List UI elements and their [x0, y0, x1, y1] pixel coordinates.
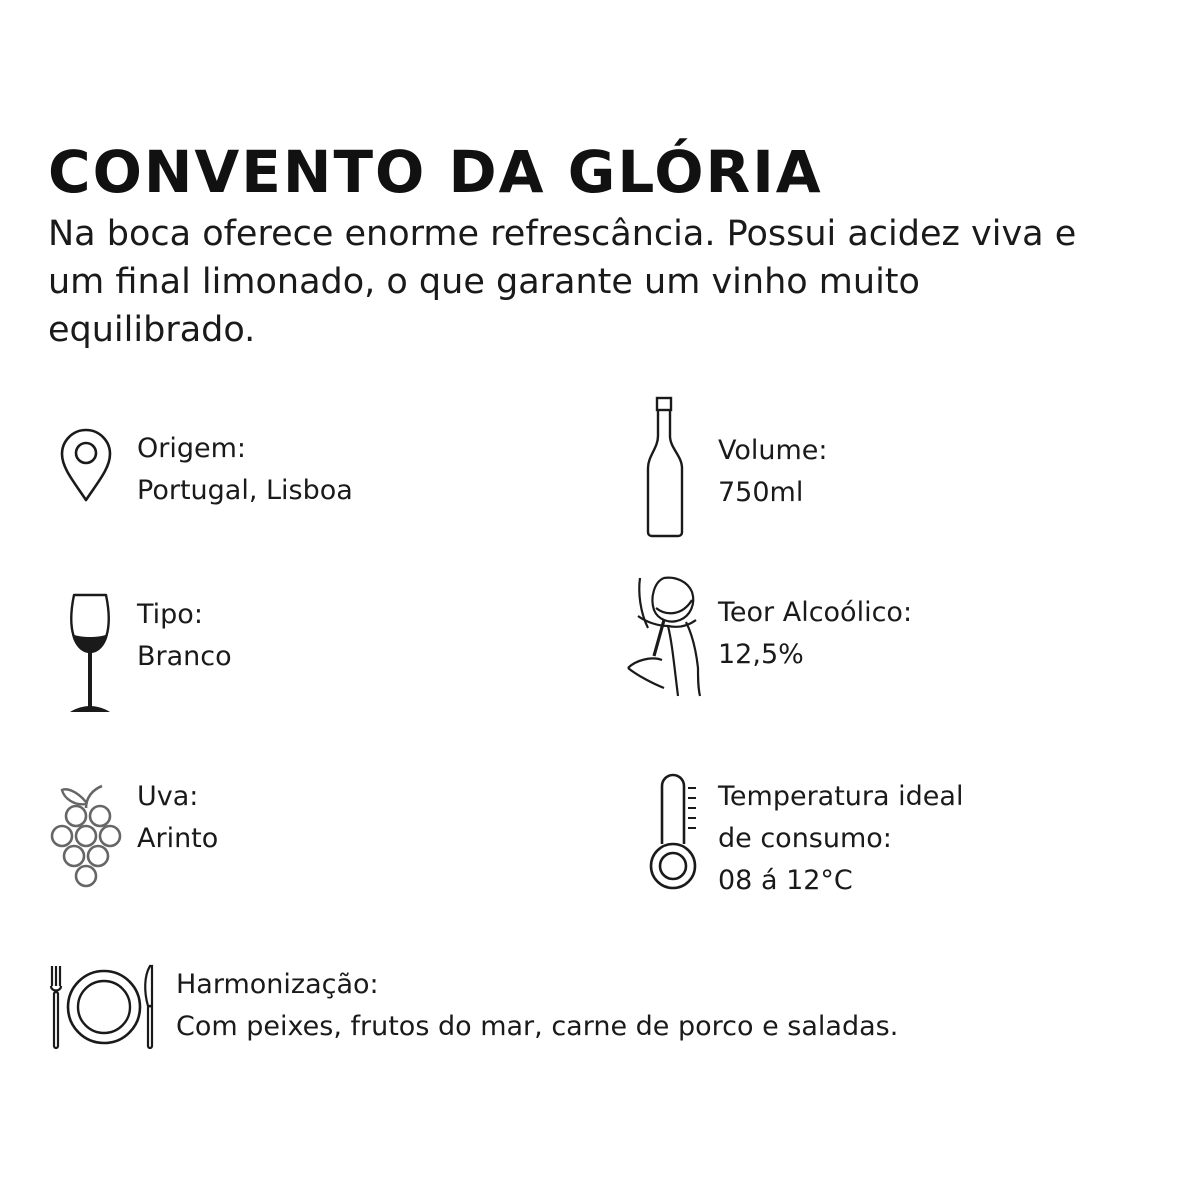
thermometer-icon: [648, 774, 698, 890]
origem-value: Portugal, Lisboa: [137, 475, 353, 506]
uva-label: Uva:: [137, 781, 199, 812]
harmonizacao-value: Com peixes, frutos do mar, carne de porco e saladas.: [176, 1011, 899, 1042]
wine-glass-icon: [66, 592, 114, 716]
temperatura-label-line1: Temperatura ideal: [718, 781, 964, 812]
page-title: CONVENTO DA GLÓRIA: [48, 138, 823, 206]
tipo-label: Tipo:: [137, 599, 203, 630]
teor-label: Teor Alcoólico:: [718, 597, 913, 628]
teor-value: 12,5%: [718, 639, 804, 670]
uva-value: Arinto: [137, 823, 219, 854]
grapes-icon: [48, 782, 132, 890]
harmonizacao-label: Harmonização:: [176, 969, 379, 1000]
origem-label: Origem:: [137, 433, 247, 464]
tipo-value: Branco: [137, 641, 232, 672]
temperatura-value: 08 á 12°C: [718, 865, 853, 896]
temperatura-label-line2: de consumo:: [718, 823, 892, 854]
hand-holding-glass-icon: [624, 572, 706, 698]
volume-label: Volume:: [718, 435, 828, 466]
volume-value: 750ml: [718, 477, 804, 508]
plate-cutlery-icon: [48, 962, 158, 1052]
wine-bottle-icon: [644, 396, 686, 538]
product-description: Na boca oferece enorme refrescância. Possui acidez viva e um final limonado, o que garante um vinho muito equilibrado.: [48, 214, 1077, 350]
location-pin-icon: [58, 428, 114, 502]
